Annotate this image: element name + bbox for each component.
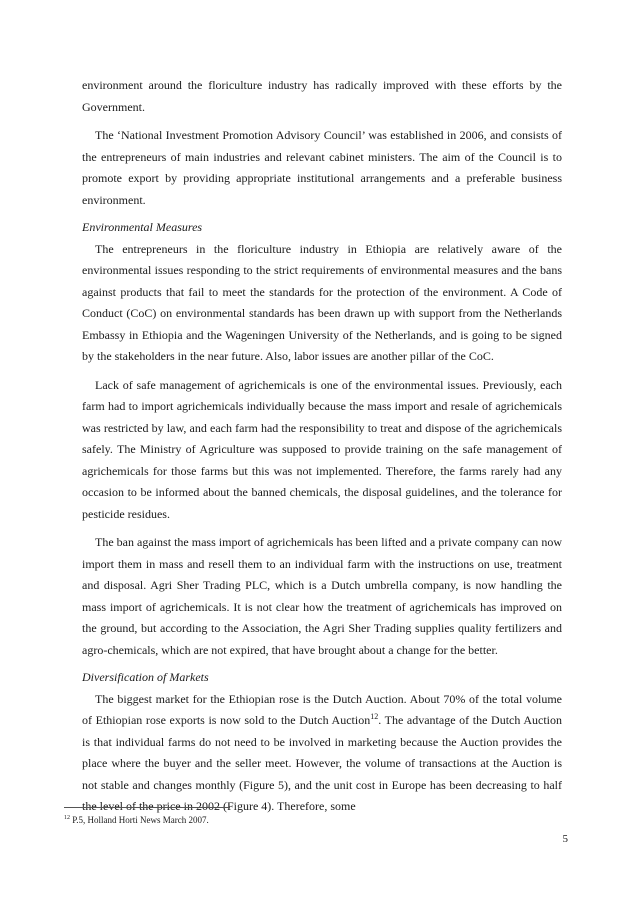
footnote-text: P.5, Holland Horti News March 2007.	[72, 815, 209, 825]
section-heading-environmental-measures: Environmental Measures	[82, 220, 203, 234]
paragraph-agrichemicals: Lack of safe management of agrichemicals is one of the environmental issues. Previously, each farm had to import agrichemicals individually because the mass import and resale of agrichemicals was restricted by law, and each farm had the responsibility to treat and dispose of the agrichemicals safely. The Ministry of Agriculture was supposed to provide training on the safe management of agrichemicals for those farms but this was not implemented. Therefore, the farms rarely had any occasion to be informed about the banned chemicals, the disposal guidelines, and the tolerance for pesticide residues.	[82, 377, 562, 521]
paragraph-dutch-auction-part2: . The advantage of the Dutch Auction is that individual farms do not need to be involved in marketing because the Auction provides the place where the buyer and the seller meet. However, the volume of transactions at the Auction is not stable and changes monthly (Figure 5), and the unit cost in Europe has been decreasing to half the level of the price in 2002 (Figure 4). Therefore, some	[82, 713, 562, 813]
paragraph-continuation: environment around the floriculture industry has radically improved with these efforts by the Government.	[82, 78, 562, 114]
footnote	[64, 814, 544, 826]
footnote-number: 12	[64, 815, 70, 821]
footnote-reference: 12	[370, 712, 379, 721]
paragraph-dutch-auction	[82, 689, 562, 818]
paragraph-advisory-council: The ‘National Investment Promotion Advisory Council’ was established in 2006, and consists of the entrepreneurs of main industries and relevant cabinet ministers. The aim of the Council is to promote export by providing appropriate institutional arrangements and a preferable business environment.	[82, 128, 562, 207]
page-number: 5	[562, 833, 568, 845]
paragraph-mass-import: The ban against the mass import of agrichemicals has been lifted and a private company can now import them in mass and resell them to an individual farm with the instructions on use, treatment and disposal. Agri Sher Trading PLC, which is a Dutch umbrella company, is now handling the mass import of agrichemicals. It is not clear how the treatment of agrichemicals has improved on the ground, but according to the Association, the Agri Sher Trading supplies quality fertilizers and agro-chemicals, which are not expired, that have brought about a change for the better.	[82, 535, 562, 657]
section-heading-diversification: Diversification of Markets	[82, 670, 209, 684]
body-text	[82, 75, 562, 818]
paragraph-code-of-conduct: The entrepreneurs in the floriculture industry in Ethiopia are relatively aware of the environmental issues responding to the strict requirements of environmental measures and the bans against products that fail to meet the standards for the protection of the environment. A Code of Conduct (CoC) on environmental standards has been drawn up with support from the Netherlands Embassy in Ethiopia and the Wageningen University of the Netherlands, and is going to be signed by the stakeholders in the near future. Also, labor issues are another pillar of the CoC.	[82, 241, 562, 363]
footnote-divider	[64, 807, 230, 808]
paragraph-dutch-auction-part1: The biggest market for the Ethiopian rose is the Dutch Auction. About 70% of the total volume of Ethiopian rose exports is now sold to the Dutch Auction	[82, 691, 562, 727]
